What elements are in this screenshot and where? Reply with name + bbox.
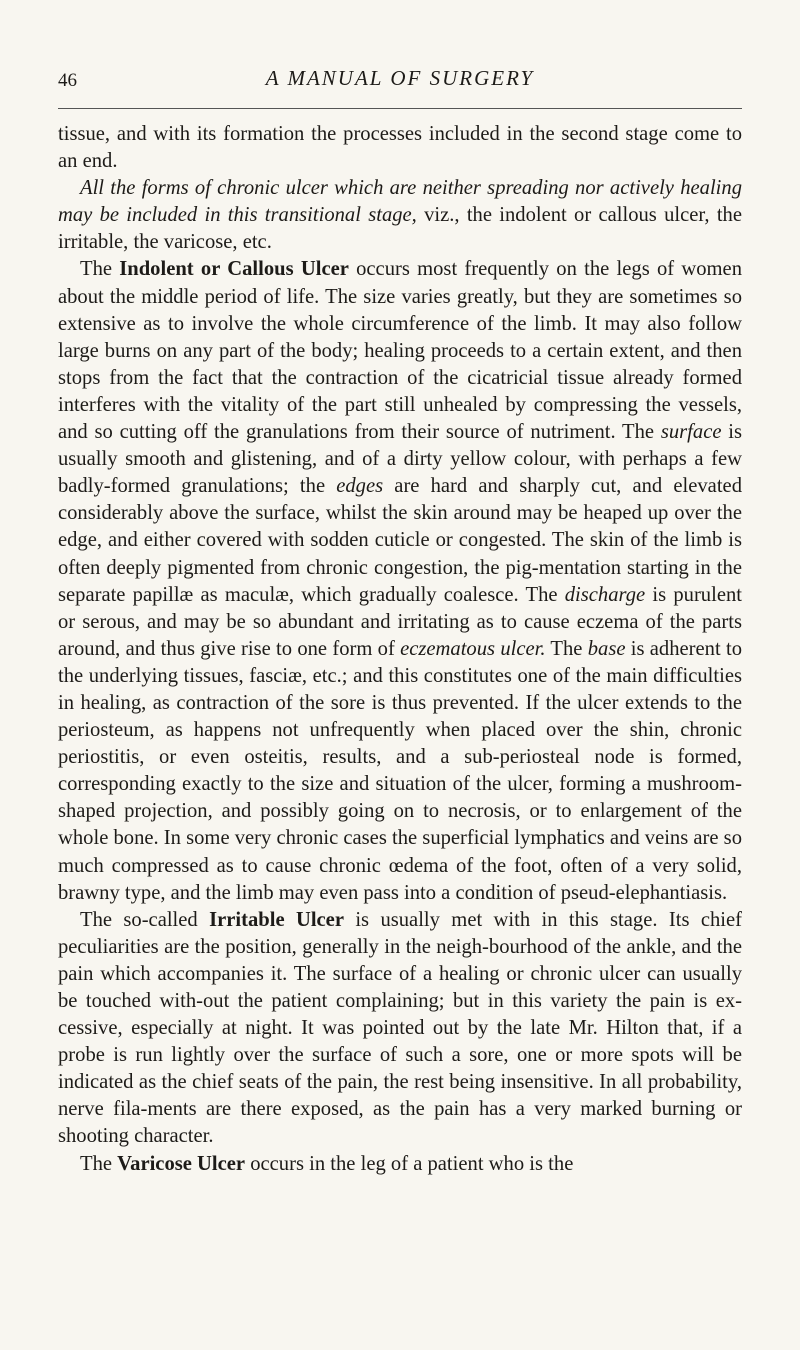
text-run: The — [545, 637, 588, 660]
italic-statement: All the forms of chronic ulcer which are neither spreading nor actively healing may be included in this transitional stage, — [58, 177, 742, 227]
running-header — [58, 56, 742, 109]
term-edges: edges — [336, 475, 384, 498]
text-run: occurs most frequently on the legs of women about the middle period of life. The size varies greatly, but they are sometimes so extensive as to involve the whole circumference of the limb. It may also follow large burns on any part of the body; healing proceeds to a certain extent, and then stops from the fact that the contraction of the cicatricial tissue already formed interferes with the vitality of the part still unhealed by compressing the vessels, and so cutting off the granulations from their source of nutriment. The — [58, 258, 742, 444]
paragraph-irritable-ulcer — [58, 907, 742, 1151]
paragraph-varicose-ulcer — [58, 1151, 742, 1178]
term-eczematous-ulcer: eczematous ulcer. — [400, 637, 546, 660]
term-varicose-ulcer: Varicose Ulcer — [117, 1152, 246, 1175]
term-indolent-ulcer: Indolent or Callous Ulcer — [119, 258, 349, 281]
book-title: A MANUAL OF SURGERY — [265, 66, 535, 90]
text-run: is usually smooth and glistening, and of a dirty yellow colour, with perhaps a few badly-formed granulations; the — [58, 421, 742, 498]
text-run: is purulent or serous, and may be so abundant and irritating as to cause eczema of the parts around, and thus give rise to one form of — [58, 583, 742, 660]
text-run: occurs in the leg of a patient who is the — [245, 1152, 574, 1175]
text-run: The — [80, 258, 120, 281]
term-irritable-ulcer: Irritable Ulcer — [209, 908, 344, 931]
body-text — [58, 121, 742, 1178]
term-discharge: discharge — [564, 583, 646, 606]
text-run: The — [80, 1152, 118, 1175]
text-run: The so-called — [80, 908, 210, 931]
text-run: viz., the indolent or callous ulcer, the irritable, the varicose, etc. — [58, 204, 742, 254]
paragraph-transitional-stage — [58, 175, 742, 256]
text-run: is adherent to the underlying tissues, fasciæ, etc.; and this constitutes one of the main difficulties in healing, as contraction of the sore is thus prevented. If the ulcer extends to the periosteum, as happens not unfrequently when placed over the shin, chronic periostitis, or even osteitis, results, and a sub-periosteal node is formed, corresponding exactly to the size and situation of the ulcer, forming a mushroom-shaped projection, and possibly going on to necrosis, or to enlargement of the whole bone. In some very chronic cases the superficial lymphatics and veins are so much compressed as to cause chronic œdema of the foot, often of a very solid, brawny type, and the limb may even pass into a condition of pseud-elephantiasis. — [58, 637, 742, 904]
page-number: 46 — [58, 70, 77, 91]
text-run: are hard and sharply cut, and elevated considerably above the surface, whilst the skin around may be heaped up over the edge, and either covered with sodden cuticle or congested. The skin of the limb is often deeply pigmented from chronic congestion, the pig-mentation starting in the separate papillæ as maculæ, which gradually coalesce. The — [58, 475, 742, 606]
text-run: is usually met with in this stage. Its chief peculiarities are the position, generally in the neigh-bourhood of the ankle, and the pain which accompanies it. The surface of a healing or chronic ulcer can usually be touched with-out the patient complaining; but in this variety the pain is ex-cessive, especially at night. It was pointed out by the late Mr. Hilton that, if a probe is run lightly over the surface of such a sore, one or more spots will be indicated as the chief seats of the pain, the rest being insensitive. In all probability, nerve fila-ments are there exposed, as the pain has a very marked burning or shooting character. — [58, 908, 742, 1148]
paragraph-indolent-ulcer — [58, 256, 742, 906]
term-surface: surface — [660, 421, 722, 444]
term-base: base — [587, 637, 626, 660]
paragraph-continuation: tissue, and with its formation the processes included in the second stage come to an end. — [58, 123, 742, 173]
